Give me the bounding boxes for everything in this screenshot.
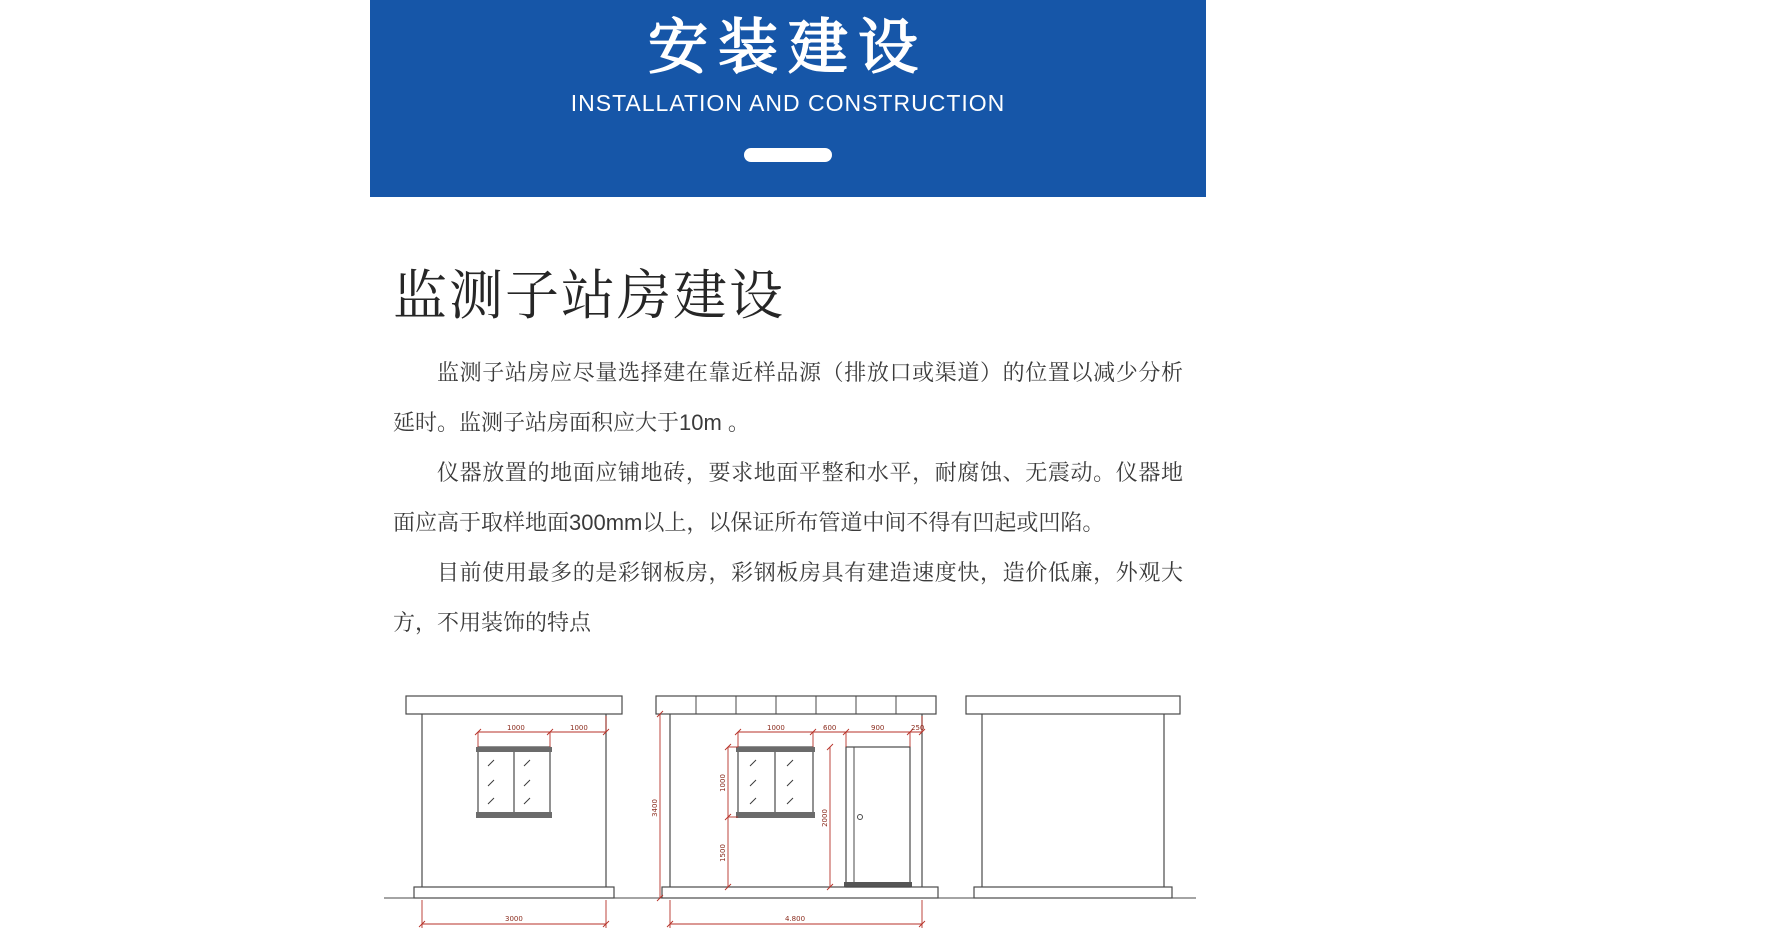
middle-window-bottom-sill — [736, 812, 815, 818]
article-content — [370, 263, 1206, 648]
middle-window-height-dim: 1000 — [719, 774, 727, 792]
left-window-to-wall-dim: 1000 — [570, 724, 588, 732]
middle-total-height-dim: 3400 — [651, 799, 659, 817]
left-window-top-sill — [476, 747, 552, 752]
dimension-lines — [419, 711, 925, 928]
middle-door-to-wall-dim: 250 — [911, 724, 925, 732]
middle-window-width-dim: 1000 — [767, 724, 785, 732]
left-window-width-dim: 1000 — [507, 724, 525, 732]
banner-title: 安装建设 — [648, 14, 928, 81]
page-column — [370, 0, 1206, 943]
middle-glazing-marks — [750, 760, 793, 804]
dimension-labels — [505, 724, 924, 923]
section-heading: 监测子站房建设 — [393, 266, 785, 326]
banner-divider-bar — [744, 148, 832, 162]
left-window-bottom-sill — [476, 812, 552, 818]
paragraph-floor-requirements: 仪器放置的地面应铺地砖，要求地面平整和水平，耐腐蚀、无震动。仪器地面应高于取样地面300mm以上，以保证所布管道中间不得有凹起或凹陷。 — [393, 460, 1183, 535]
left-total-width-dim: 3000 — [505, 915, 523, 923]
paragraph-color-steel-house: 目前使用最多的是彩钢板房，彩钢板房具有建造速度快，造价低廉，外观大方，不用装饰的特点 — [393, 560, 1183, 635]
middle-sill-height-dim: 1500 — [719, 844, 727, 862]
right-base-slab — [974, 887, 1172, 898]
middle-roof-panels — [696, 696, 896, 714]
middle-total-width-dim: 4.800 — [785, 915, 806, 923]
middle-window-door-gap-dim: 600 — [823, 724, 837, 732]
middle-roof-slab — [656, 696, 936, 714]
middle-door-handle — [858, 815, 863, 820]
left-roof-slab — [406, 696, 622, 714]
middle-door-threshold — [844, 882, 912, 887]
middle-door-width-dim: 900 — [871, 724, 885, 732]
station-elevation-drawings — [370, 690, 1206, 943]
middle-door-height-dim: 2000 — [821, 809, 829, 827]
right-elevation — [950, 696, 1196, 898]
middle-door — [846, 747, 910, 887]
middle-base-slab — [662, 887, 938, 898]
left-base-slab — [414, 887, 614, 898]
header-banner — [370, 0, 1206, 197]
middle-window-top-sill — [736, 747, 815, 752]
paragraph-site-selection: 监测子站房应尽量选择建在靠近样品源（排放口或渠道）的位置以减少分析延时。监测子站房面积应大于10m 。 — [393, 360, 1183, 435]
banner-subtitle: INSTALLATION AND CONSTRUCTION — [570, 90, 1006, 116]
right-roof-slab — [966, 696, 1180, 714]
left-glazing-marks — [488, 760, 530, 804]
